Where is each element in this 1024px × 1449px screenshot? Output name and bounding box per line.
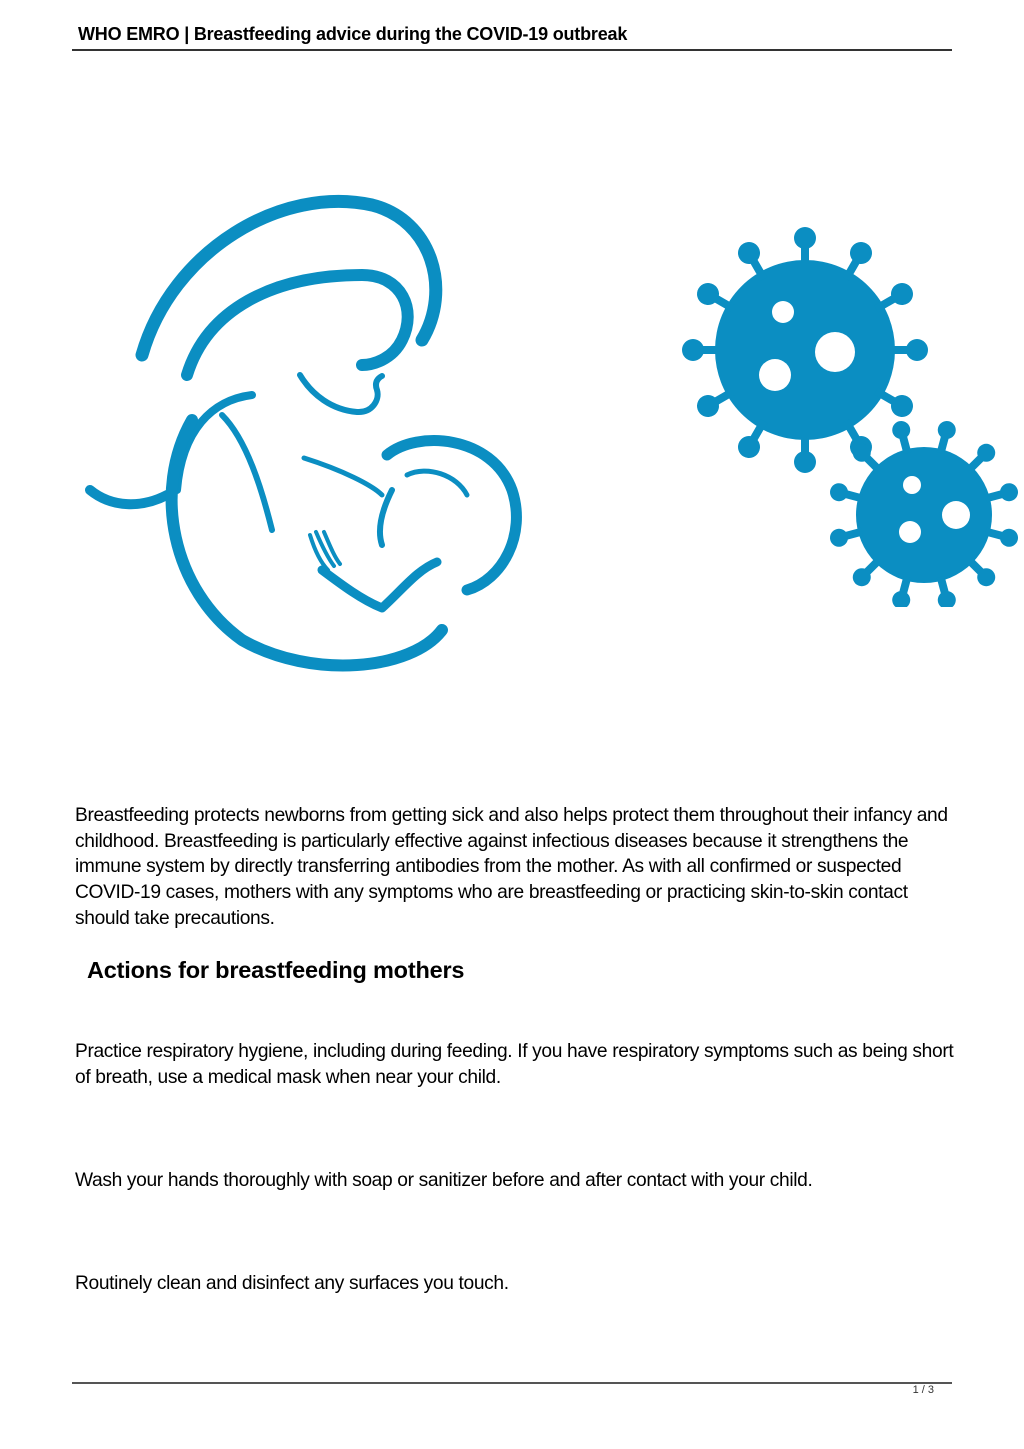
action-item-wash-hands: Wash your hands thoroughly with soap or sanitizer before and after contact with your child. xyxy=(75,1170,813,1191)
mother-breastfeeding-icon xyxy=(72,190,542,690)
action-item-clean-surfaces: Routinely clean and disinfect any surfaces you touch. xyxy=(75,1273,509,1294)
intro-paragraph: Breastfeeding protects newborns from getting sick and also helps protect them throughout their infancy and childhood. Breastfeeding is particularly effective against infectious diseases because it strengthens the immune system by directly transferring antibodies from the mother. As with all confirmed or suspected COVID-19 cases, mothers with any symptoms who are breastfeeding or practicing skin-to-skin contact should take precautions. xyxy=(75,805,948,929)
header-divider xyxy=(72,49,952,51)
header-title: WHO EMRO | Breastfeeding advice during the COVID-19 outbreak xyxy=(78,24,628,44)
section-heading: Actions for breastfeeding mothers xyxy=(87,957,465,983)
page-number: 1 / 3 xyxy=(912,1384,934,1396)
coronavirus-icon xyxy=(672,222,1022,607)
action-item-respiratory-hygiene: Practice respiratory hygiene, including during feeding. If you have respiratory symptoms such as being short of breath, use a medical mask when near your child. xyxy=(75,1041,954,1088)
footer-divider xyxy=(72,1382,952,1384)
